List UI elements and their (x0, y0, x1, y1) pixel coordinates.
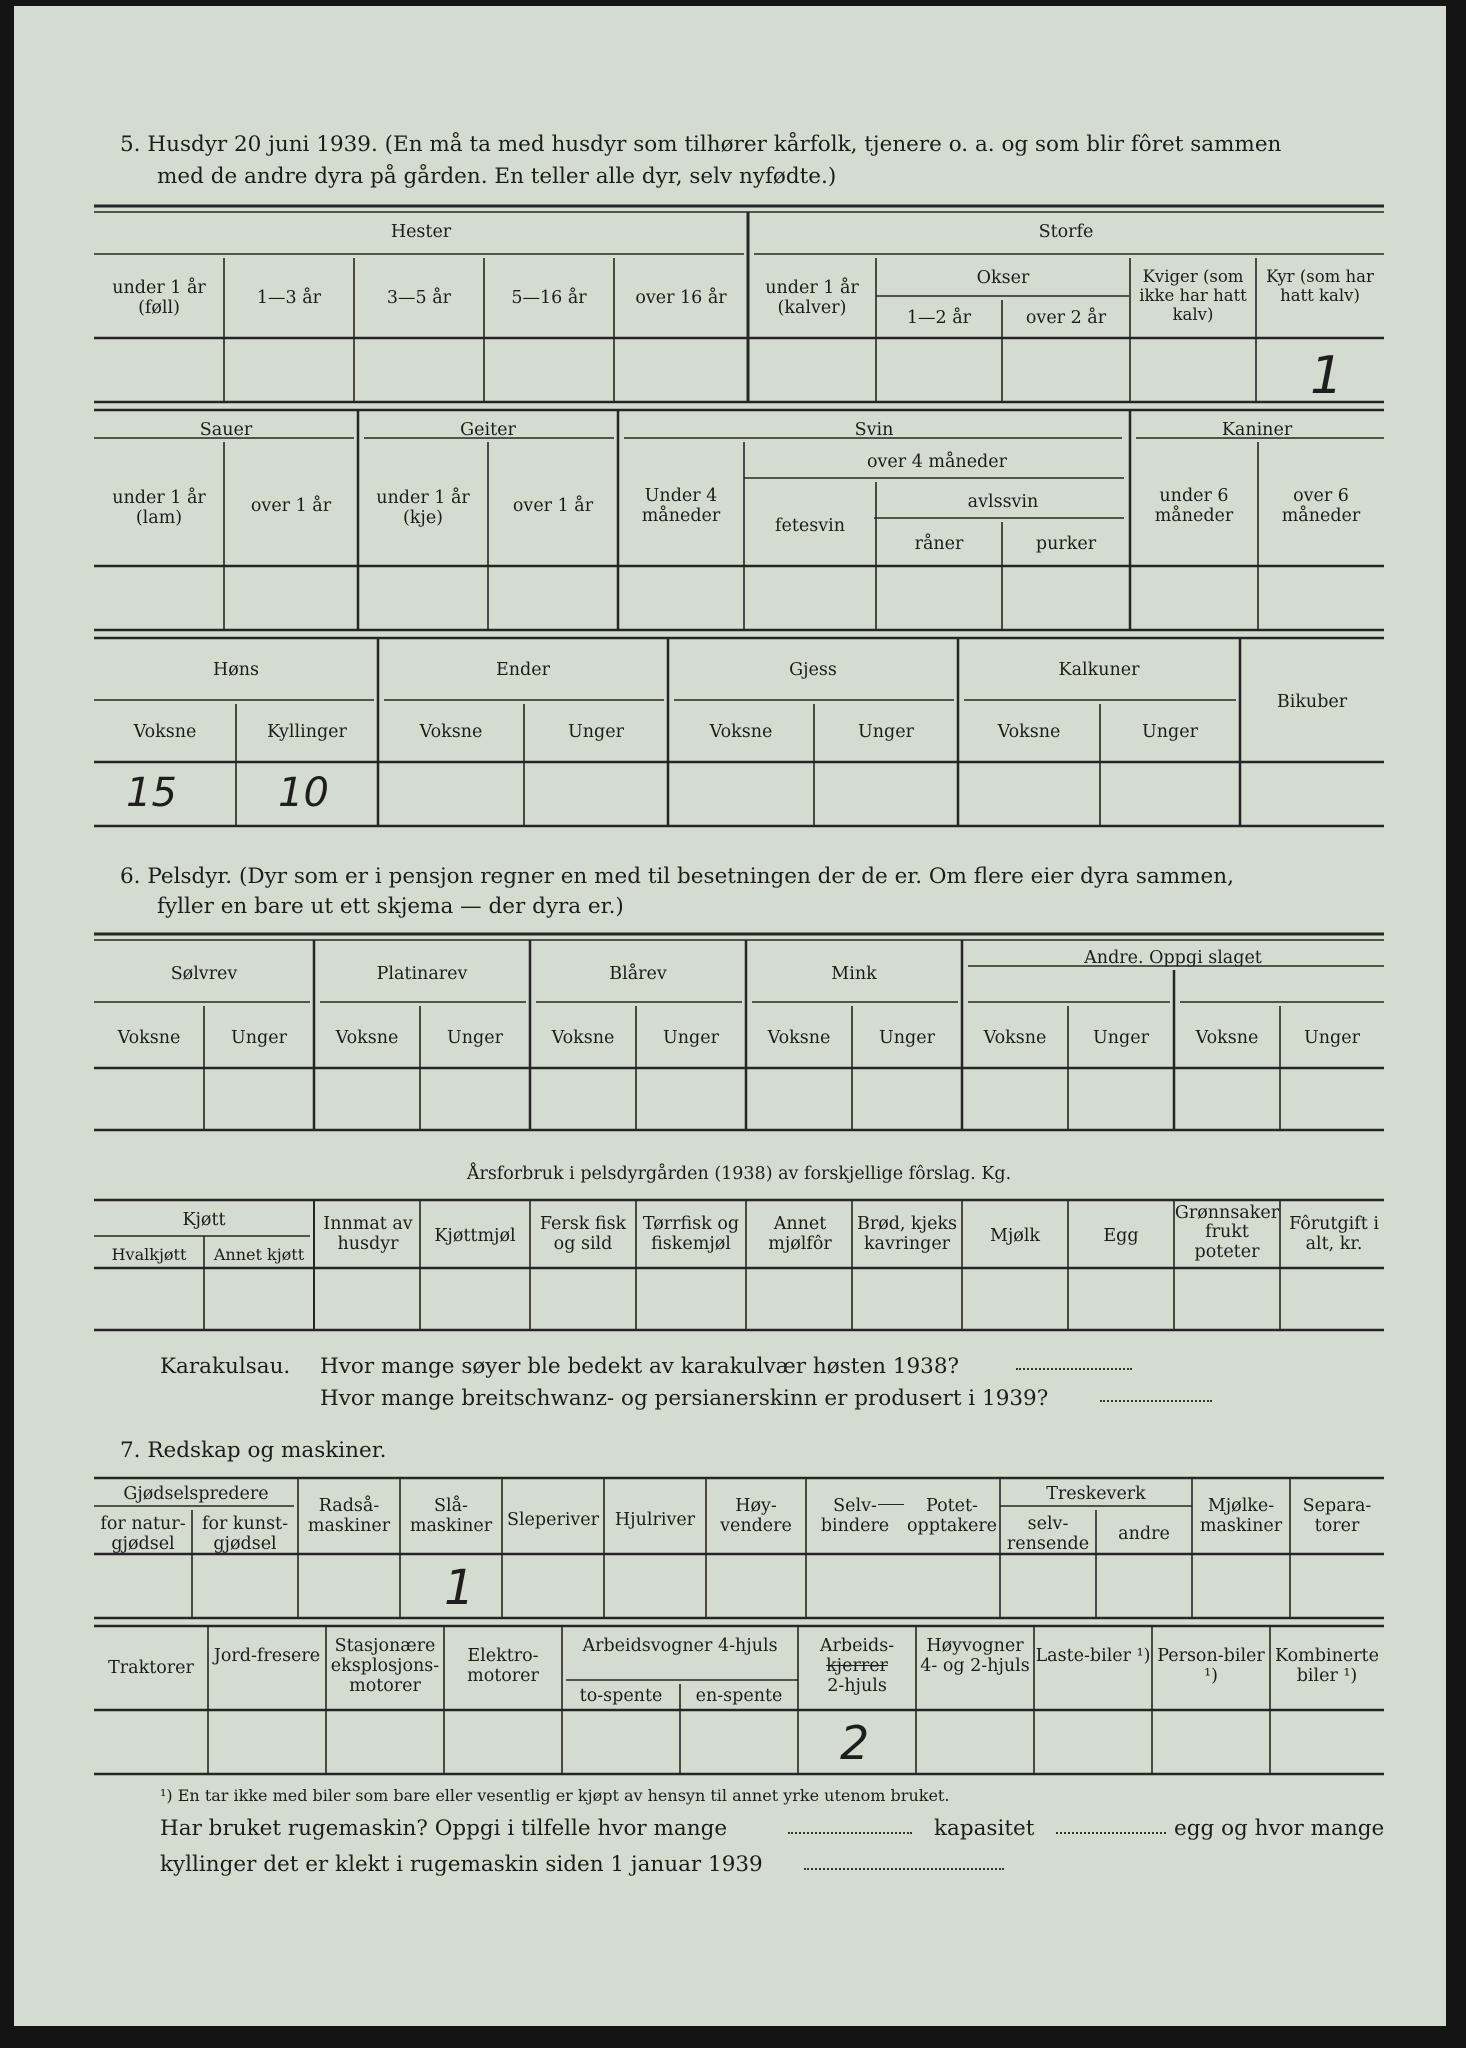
mink-header: Mink (831, 964, 877, 984)
karakul-question2: Hvor mange breitschwanz- og persianerskinn er produsert i 1939? (320, 1386, 1049, 1411)
hvalkjott-header: Hvalkjøtt (111, 1245, 187, 1264)
kyr-header: Kyr (som har hatt kalv) (1266, 267, 1374, 305)
kviger-header: Kviger (som ikke har hatt kalv) (1139, 267, 1247, 324)
solvrev-unger-header: Unger (231, 1028, 287, 1048)
stasjonaere-header: Stasjonære eksplosjons-motorer (330, 1636, 440, 1697)
hester-1-3-header: 1—3 år (256, 288, 322, 308)
to-spente-header: to-spente (579, 1686, 663, 1706)
kaniner-over6-header: over 6 måneder (1281, 486, 1361, 527)
geiter-header: Geiter (460, 420, 516, 440)
kalkuner-unger-header: Unger (1142, 722, 1198, 742)
torrfisk-header: Tørrfisk og fiskemjøl (642, 1214, 740, 1255)
andre-header: Andre. Oppgi slaget (1084, 948, 1262, 968)
arbeids2-count-handwritten: 2 (840, 1716, 870, 1770)
platinarev-voksne-header: Voksne (335, 1028, 399, 1048)
bikuber-header: Bikuber (1276, 692, 1348, 712)
hoyvendere-header: Høy-vendere (720, 1496, 792, 1537)
hester-header: Hester (390, 222, 452, 242)
andre1-voksne-header: Voksne (983, 1028, 1047, 1048)
svin-header: Svin (854, 420, 894, 440)
rugemaskin-kapasitet-line[interactable] (1056, 1832, 1166, 1834)
okser-header: Okser (976, 268, 1030, 288)
blarev-unger-header: Unger (663, 1028, 719, 1048)
for-natur-header: for natur-gjødsel (100, 1514, 186, 1555)
raner-header: råner (914, 534, 964, 554)
egg-header: Egg (1103, 1226, 1139, 1246)
gjess-header: Gjess (789, 660, 837, 680)
solvrev-voksne-header: Voksne (117, 1028, 181, 1048)
kyr-count-handwritten: 1 (1310, 346, 1344, 406)
section5-title-line1: 5. Husdyr 20 juni 1939. (En må ta med husdyr som tilhører kårfolk, tjenere o. a. og som blir fôret sammen (120, 132, 1282, 157)
section7-title: 7. Redskap og maskiner. (120, 1438, 387, 1463)
ender-header: Ender (496, 660, 550, 680)
hons-kyllinger-header: Kyllinger (267, 722, 347, 742)
rugemaskin-question-line2: kyllinger det er klekt i rugemaskin siden 1 januar 1939 (160, 1852, 763, 1877)
selvbindere-header: Selv-bindere (820, 1496, 890, 1537)
section5-title-line2: med de andre dyra på gården. En teller alle dyr, selv nyfødte.) (157, 164, 837, 189)
traktorer-header: Traktorer (108, 1658, 194, 1678)
hjulriver-header: Hjulriver (614, 1510, 696, 1530)
solvrev-header: Sølvrev (170, 964, 238, 984)
mink-unger-header: Unger (879, 1028, 935, 1048)
mjolk-header: Mjølk (989, 1226, 1041, 1246)
platinarev-header: Platinarev (376, 964, 468, 984)
arbeids2-struck-label: kjerrer (826, 1656, 888, 1677)
footnote: ¹) En tar ikke med biler som bare eller vesentlig er kjøpt av hensyn til annet yrke utenom bruket. (160, 1786, 950, 1805)
sau-over1-header: over 1 år (250, 496, 332, 516)
for-kunst-header: for kunst-gjødsel (201, 1514, 288, 1555)
selvrensende-header: selv-rensende (1006, 1514, 1090, 1555)
hons-voksne-handwritten: 15 (126, 770, 177, 816)
karakul-answer1-line[interactable] (1016, 1368, 1132, 1370)
kjott-header: Kjøtt (182, 1210, 226, 1230)
rugemaskin-question-part3: egg og hvor mange (1174, 1816, 1385, 1841)
kjottmjol-header: Kjøttmjøl (434, 1226, 516, 1246)
andre2-voksne-header: Voksne (1195, 1028, 1259, 1048)
fetesvin-header: fetesvin (775, 516, 845, 536)
personbiler-header: Person-biler ¹) (1157, 1646, 1265, 1687)
fersk-fisk-header: Fersk fisk og sild (539, 1214, 627, 1255)
mink-voksne-header: Voksne (767, 1028, 831, 1048)
hoyvogner-header: Høyvogner 4- og 2-hjuls (920, 1636, 1030, 1677)
gronnsaker-header: Grønnsaker frukt poteter (1174, 1203, 1280, 1262)
rugemaskin-antall-line[interactable] (788, 1832, 912, 1834)
platinarev-unger-header: Unger (447, 1028, 503, 1048)
sau-under1-header: under 1 år (lam) (112, 488, 206, 529)
hons-voksne-header: Voksne (133, 722, 197, 742)
forutgift-header: Fôrutgift i alt, kr. (1289, 1214, 1379, 1255)
sla-header: Slå-maskiner (409, 1496, 493, 1537)
blarev-voksne-header: Voksne (551, 1028, 615, 1048)
ender-unger-header: Unger (568, 722, 624, 742)
gjodselspredere-header: Gjødselspredere (123, 1484, 269, 1504)
hester-3-5-header: 3—5 år (386, 288, 452, 308)
karakul-answer2-line[interactable] (1100, 1400, 1212, 1402)
kalkuner-voksne-header: Voksne (997, 722, 1061, 742)
purker-header: purker (1035, 534, 1097, 554)
hester-over16-header: over 16 år (635, 288, 727, 308)
blarev-header: Blårev (609, 964, 667, 984)
rugemaskin-kyllinger-line[interactable] (804, 1868, 1004, 1870)
ender-voksne-header: Voksne (419, 722, 483, 742)
arbeids2-header (798, 1636, 916, 1696)
lastebiler-header: Laste-biler ¹) (1035, 1646, 1151, 1666)
jordfresere-header: Jord-freserе (213, 1646, 321, 1666)
innmat-header: Innmat av husdyr (323, 1214, 413, 1255)
hons-header: Høns (212, 660, 260, 680)
slamaskiner-count-handwritten: 1 (444, 1560, 475, 1616)
radsa-header: Radså-maskiner (307, 1496, 391, 1537)
census-form-page (14, 6, 1446, 2026)
rugemaskin-question-part1: Har bruket rugemaskin? Oppgi i tilfelle hvor mange (160, 1816, 728, 1841)
geit-over1-header: over 1 år (512, 496, 594, 516)
section6-title-line1: 6. Pelsdyr. (Dyr som er i pensjon regner en med til besetningen der de er. Om flere eier dyra sammen, (120, 864, 1234, 889)
kaniner-under6-header: under 6 måneder (1154, 486, 1234, 527)
en-spente-header: en-spente (695, 1686, 783, 1706)
treskeverk-andre-header: andre (1118, 1524, 1170, 1544)
brod-header: Brød, kjeks kavringer (856, 1214, 958, 1255)
elektromotorer-header: Elektro-motorer (467, 1646, 539, 1687)
rugemaskin-question-part2: kapasitet (934, 1816, 1035, 1841)
gjess-voksne-header: Voksne (709, 722, 773, 742)
kalkuner-header: Kalkuner (1058, 660, 1140, 680)
andre2-unger-header: Unger (1304, 1028, 1360, 1048)
storfe-under1-header: under 1 år (kalver) (765, 278, 859, 319)
section6-title-line2: fyller en bare ut ett skjema — der dyra er.) (157, 894, 624, 919)
sleperiver-header: Sleperiver (506, 1510, 600, 1530)
hester-under1-header: under 1 år (føll) (112, 278, 206, 319)
arbeids2-top-label: Arbeids- (819, 1636, 895, 1656)
storfe-header: Storfe (1038, 222, 1094, 242)
karakul-label: Karakulsau. (160, 1354, 291, 1379)
andre1-unger-header: Unger (1093, 1028, 1149, 1048)
kaniner-header: Kaniner (1221, 420, 1293, 440)
separatorer-header: Separa-torer (1302, 1496, 1372, 1537)
annet-mjolfor-header: Annet mjølfôr (768, 1214, 832, 1255)
kombinerte-header: Kombinerte biler ¹) (1275, 1646, 1379, 1687)
svin-under4-header: Under 4 måneder (641, 486, 721, 527)
svin-over4-header: over 4 måneder (867, 452, 1007, 472)
mjolkemaskiner-header: Mjølke-maskiner (1199, 1496, 1283, 1537)
gjess-unger-header: Unger (858, 722, 914, 742)
hons-kyllinger-handwritten: 10 (278, 770, 329, 816)
karakul-question1: Hvor mange søyer ble bedekt av karakulvær høsten 1938? (320, 1354, 960, 1379)
okser-1-2-header: 1—2 år (906, 308, 972, 328)
potet-divider (878, 1504, 904, 1505)
hester-5-16-header: 5—16 år (511, 288, 587, 308)
annet-kjott-header: Annet kjøtt (213, 1245, 305, 1264)
arbeids2-bottom-label: 2-hjuls (827, 1676, 887, 1697)
sauer-header: Sauer (199, 420, 253, 440)
potetopptakere-header: Potet-opptakere (906, 1496, 998, 1537)
treskeverk-header: Treskeverk (1046, 1484, 1146, 1504)
avlssvin-header: avlssvin (967, 492, 1039, 512)
forbruk-title: Årsforbruk i pelsdyrgården (1938) av forskjellige fôrslag. Kg. (466, 1164, 1012, 1184)
geit-under1-header: under 1 år (kje) (376, 488, 470, 529)
arbeidsvogner4-header: Arbeidsvogner 4-hjuls (582, 1636, 778, 1656)
okser-over2-header: over 2 år (1025, 308, 1107, 328)
